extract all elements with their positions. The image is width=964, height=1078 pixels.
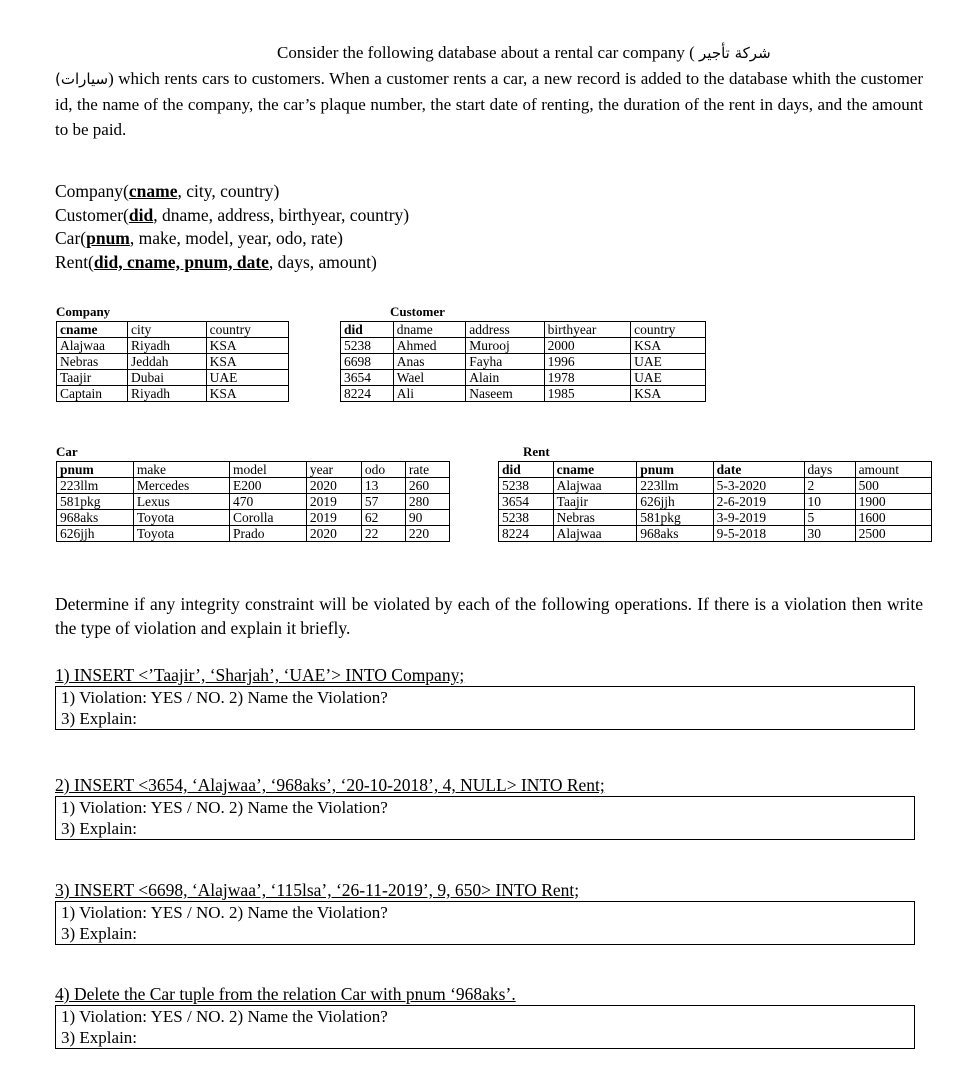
column-header: birthyear	[544, 322, 630, 338]
table-cell: Taajir	[553, 494, 637, 510]
rent-table-caption: Rent	[523, 444, 550, 459]
intro-text-start: Consider the following database about a rental car company (	[277, 43, 695, 62]
table-row	[57, 478, 450, 494]
table-cell: UAE	[631, 354, 706, 370]
table-cell: Jeddah	[128, 354, 207, 370]
column-header: odo	[361, 462, 405, 478]
table-cell: 5238	[499, 478, 554, 494]
answer-box-4[interactable]	[55, 1005, 915, 1049]
table-cell: KSA	[206, 338, 288, 354]
table-row	[499, 510, 932, 526]
table-cell: 626jjh	[637, 494, 713, 510]
table-row	[341, 354, 706, 370]
table-cell: 5238	[499, 510, 554, 526]
column-header: cname	[57, 322, 128, 338]
table-cell: 5	[804, 510, 855, 526]
table-cell: Fayha	[466, 354, 544, 370]
table-cell: E200	[230, 478, 307, 494]
column-header: did	[341, 322, 394, 338]
column-header: year	[306, 462, 361, 478]
table-cell: 5238	[341, 338, 394, 354]
rent-table	[498, 461, 932, 542]
table-cell: 280	[405, 494, 449, 510]
table-cell: 968aks	[637, 526, 713, 542]
table-cell: Anas	[393, 354, 466, 370]
table-row	[57, 386, 289, 402]
table-cell: Alajwaa	[553, 478, 637, 494]
table-row	[341, 338, 706, 354]
column-header: rate	[405, 462, 449, 478]
table-cell: 10	[804, 494, 855, 510]
answer-prompt-violation: 1) Violation: YES / NO. 2) Name the Violation?	[61, 798, 388, 817]
table-cell: Ali	[393, 386, 466, 402]
table-cell: 581pkg	[637, 510, 713, 526]
table-cell: 62	[361, 510, 405, 526]
table-cell: Dubai	[128, 370, 207, 386]
table-row	[341, 370, 706, 386]
table-cell: KSA	[206, 386, 288, 402]
company-table	[56, 321, 289, 402]
answer-prompt-explain: 3) Explain:	[61, 819, 138, 838]
column-header: make	[133, 462, 229, 478]
answer-prompt-violation: 1) Violation: YES / NO. 2) Name the Violation?	[61, 688, 388, 707]
table-cell: Alajwaa	[57, 338, 128, 354]
answer-prompt-explain: 3) Explain:	[61, 709, 138, 728]
company-table-caption: Company	[56, 304, 111, 319]
table-cell: 223llm	[57, 478, 134, 494]
table-cell: 223llm	[637, 478, 713, 494]
answer-prompt-explain: 3) Explain:	[61, 924, 138, 943]
answer-box-1[interactable]	[55, 686, 915, 730]
table-cell: UAE	[206, 370, 288, 386]
table-cell: 13	[361, 478, 405, 494]
table-cell: Taajir	[57, 370, 128, 386]
table-cell: Wael	[393, 370, 466, 386]
table-cell: Alajwaa	[553, 526, 637, 542]
column-header: did	[499, 462, 554, 478]
table-cell: 3-9-2019	[713, 510, 804, 526]
relational-schema	[55, 180, 409, 274]
table-cell: 2-6-2019	[713, 494, 804, 510]
instructions-text: Determine if any integrity constraint will be violated by each of the following operations. If there is a violation then write the type of violation and explain it briefly.	[55, 594, 923, 638]
table-cell: KSA	[631, 386, 706, 402]
answer-prompt-violation: 1) Violation: YES / NO. 2) Name the Violation?	[61, 1007, 388, 1026]
table-cell: 22	[361, 526, 405, 542]
table-cell: 8224	[341, 386, 394, 402]
table-cell: 1996	[544, 354, 630, 370]
table-cell: 500	[855, 478, 931, 494]
column-header: pnum	[57, 462, 134, 478]
table-cell: Alain	[466, 370, 544, 386]
table-cell: Riyadh	[128, 338, 207, 354]
column-header: dname	[393, 322, 466, 338]
table-cell: KSA	[631, 338, 706, 354]
table-cell: 2019	[306, 494, 361, 510]
table-cell: Toyota	[133, 526, 229, 542]
table-cell: 2	[804, 478, 855, 494]
column-header: date	[713, 462, 804, 478]
intro-paragraph	[55, 40, 923, 142]
table-cell: 2500	[855, 526, 931, 542]
table-row	[57, 338, 289, 354]
table-cell: 260	[405, 478, 449, 494]
table-cell: Ahmed	[393, 338, 466, 354]
answer-box-3[interactable]	[55, 901, 915, 945]
table-cell: 57	[361, 494, 405, 510]
customer-table	[340, 321, 706, 402]
question-3: 3) INSERT <6698, ‘Alajwaa’, ‘115lsa’, ‘26-11-2019’, 9, 650> INTO Rent;	[55, 880, 580, 900]
question-2: 2) INSERT <3654, ‘Alajwaa’, ‘968aks’, ‘20-10-2018’, 4, NULL> INTO Rent;	[55, 775, 605, 795]
table-cell: 6698	[341, 354, 394, 370]
table-row	[57, 370, 289, 386]
table-cell: Mercedes	[133, 478, 229, 494]
table-cell: Prado	[230, 526, 307, 542]
table-cell: Riyadh	[128, 386, 207, 402]
column-header: model	[230, 462, 307, 478]
question-1: 1) INSERT <’Taajir’, ‘Sharjah’, ‘UAE’> INTO Company;	[55, 665, 465, 685]
table-row	[499, 526, 932, 542]
question-4: 4) Delete the Car tuple from the relation Car with pnum ‘968aks’.	[55, 984, 516, 1004]
table-cell: 968aks	[57, 510, 134, 526]
column-header: country	[206, 322, 288, 338]
table-cell: 3654	[499, 494, 554, 510]
table-cell: 626jjh	[57, 526, 134, 542]
table-cell: 2020	[306, 478, 361, 494]
table-row	[341, 386, 706, 402]
column-header: address	[466, 322, 544, 338]
car-table	[56, 461, 450, 542]
table-cell: 2020	[306, 526, 361, 542]
answer-box-2[interactable]	[55, 796, 915, 840]
answer-prompt-violation: 1) Violation: YES / NO. 2) Name the Violation?	[61, 903, 388, 922]
table-row	[499, 494, 932, 510]
column-header: cname	[553, 462, 637, 478]
table-cell: 1900	[855, 494, 931, 510]
table-row	[57, 526, 450, 542]
table-cell: 470	[230, 494, 307, 510]
column-header: amount	[855, 462, 931, 478]
answer-prompt-explain: 3) Explain:	[61, 1028, 138, 1047]
table-cell: 1985	[544, 386, 630, 402]
schema-customer: Customer(did, dname, address, birthyear, country)	[55, 204, 410, 225]
table-cell: 581pkg	[57, 494, 134, 510]
car-table-caption: Car	[56, 444, 78, 459]
schema-car: Car(pnum, make, model, year, odo, rate)	[55, 228, 343, 248]
arabic-cars-word: (سيارات	[55, 70, 109, 88]
table-cell: Nebras	[553, 510, 637, 526]
table-cell: Lexus	[133, 494, 229, 510]
arabic-company-word: شركة تأجير	[699, 44, 771, 62]
table-row	[57, 494, 450, 510]
intro-text-rest: ) which rents cars to customers. When a customer rents a car, a new record is added to the database whith the customer id, the name of the company, the car’s plaque number, the start date of renting, the duration of the rent in days, and the amount to be paid.	[55, 69, 923, 139]
schema-rent: Rent(did, cname, pnum, date, days, amount)	[55, 251, 377, 272]
table-cell: Murooj	[466, 338, 544, 354]
table-cell: 2000	[544, 338, 630, 354]
table-cell: 2019	[306, 510, 361, 526]
table-cell: 5-3-2020	[713, 478, 804, 494]
table-cell: Toyota	[133, 510, 229, 526]
table-cell: 9-5-2018	[713, 526, 804, 542]
column-header: pnum	[637, 462, 713, 478]
table-row	[57, 510, 450, 526]
table-cell: 3654	[341, 370, 394, 386]
table-cell: 220	[405, 526, 449, 542]
table-cell: Corolla	[230, 510, 307, 526]
column-header: days	[804, 462, 855, 478]
table-cell: 30	[804, 526, 855, 542]
table-cell: 1600	[855, 510, 931, 526]
table-row	[57, 354, 289, 370]
table-cell: Captain	[57, 386, 128, 402]
table-row	[499, 478, 932, 494]
table-cell: UAE	[631, 370, 706, 386]
column-header: city	[128, 322, 207, 338]
schema-company: Company(cname, city, country)	[55, 181, 280, 201]
table-cell: Nebras	[57, 354, 128, 370]
column-header: country	[631, 322, 706, 338]
customer-table-caption: Customer	[390, 304, 445, 319]
table-cell: Naseem	[466, 386, 544, 402]
table-cell: 1978	[544, 370, 630, 386]
table-cell: 90	[405, 510, 449, 526]
table-cell: KSA	[206, 354, 288, 370]
table-cell: 8224	[499, 526, 554, 542]
